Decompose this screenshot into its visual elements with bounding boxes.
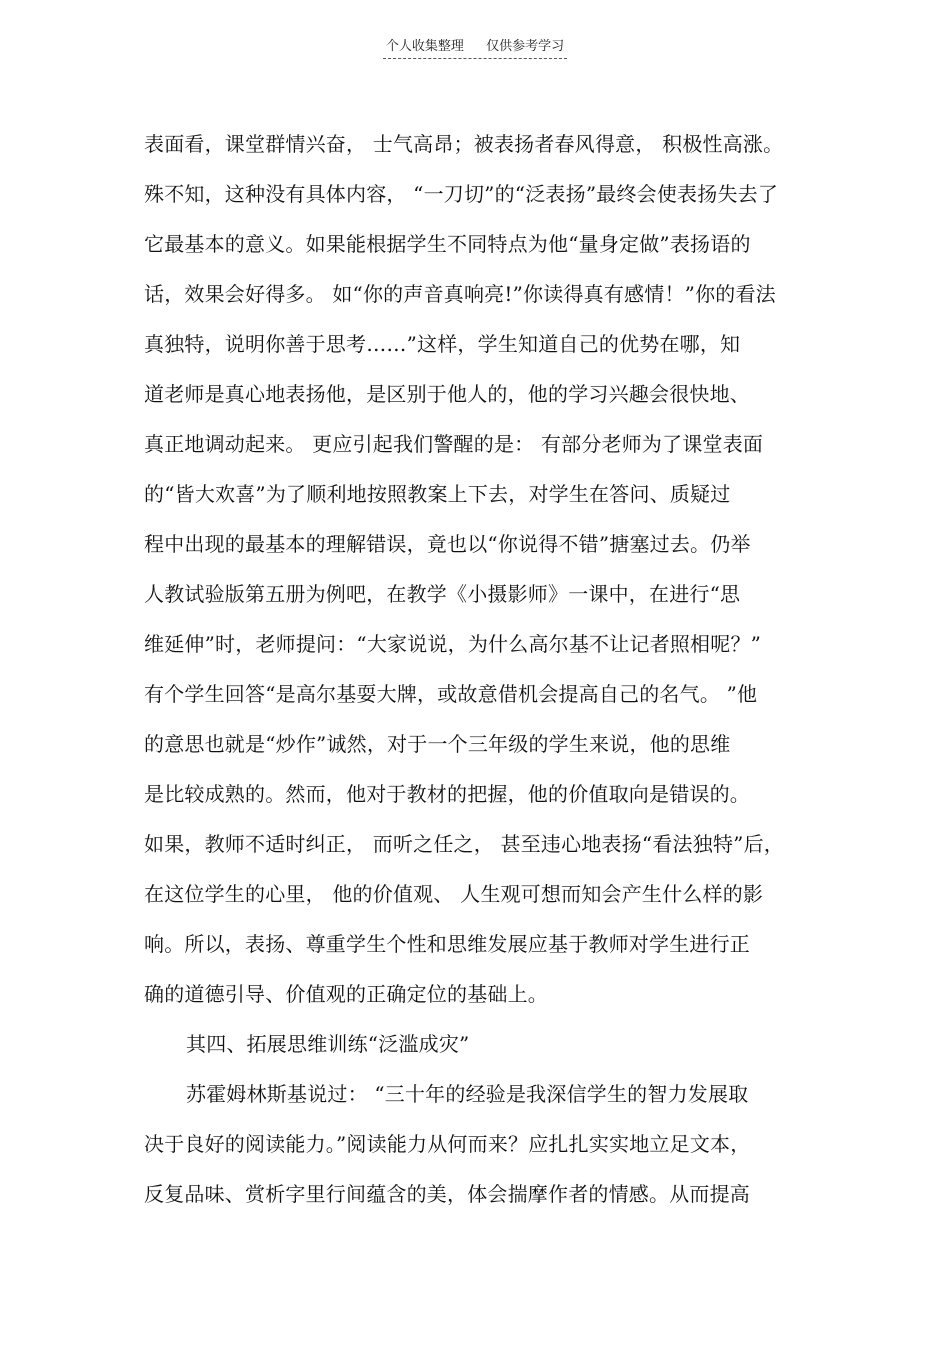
text-line: 殊不知，这种没有具体内容， “一刀切”的“泛表扬”最终会使表扬失去了: [144, 182, 779, 206]
text-line: 决于良好的阅读能力。”阅读能力从何而来？应扎扎实实地立足文本，: [144, 1132, 751, 1156]
text-line: 程中出现的最基本的理解错误，竟也以“你说得不错”搪塞过去。仍举: [144, 532, 751, 556]
page-header: [0, 38, 950, 56]
text-line: 如果，教师不适时纠正， 而听之任之， 甚至违心地表扬“看法独特”后，: [144, 832, 784, 856]
text-line: 道老师是真心地表扬他，是区别于他人的，他的学习兴趣会很快地、: [144, 382, 750, 406]
text-line: 是比较成熟的。然而，他对于教材的把握，他的价值取向是错误的。: [144, 782, 750, 806]
text-line: 真独特，说明你善于思考……”这样，学生知道自己的优势在哪，知: [144, 332, 741, 356]
text-line: 表面看，课堂群情兴奋， 士气高昂；被表扬者春风得意， 积极性高涨。: [144, 132, 784, 156]
text-line: 它最基本的意义。如果能根据学生不同特点为他“量身定做”表扬语的: [144, 232, 751, 256]
text-line: 的“皆大欢喜”为了顺利地按照教案上下去，对学生在答问、质疑过: [144, 482, 731, 506]
text-line: 维延伸”时，老师提问：“大家说说，为什么高尔基不让记者照相呢？”: [144, 632, 762, 656]
text-line: 话，效果会好得多。 如“你的声音真响亮!”你读得真有感情！”你的看法: [144, 282, 776, 306]
text-line: 有个学生回答“是高尔基耍大牌，或故意借机会提高自己的名气。 ”他: [144, 682, 758, 706]
text-line: 响。所以，表扬、尊重学生个性和思维发展应基于教师对学生进行正: [144, 932, 750, 956]
text-line: 其四、拓展思维训练“泛滥成灾”: [186, 1032, 470, 1056]
header-dashed-rule: [383, 58, 567, 59]
header-right-text: 仅供参考学习: [486, 39, 565, 54]
header-left-text: 个人收集整理: [385, 39, 464, 54]
text-line: 苏霍姆林斯基说过： “三十年的经验是我深信学生的智力发展取: [186, 1082, 749, 1106]
text-line: 真正地调动起来。 更应引起我们警醒的是： 有部分老师为了课堂表面: [144, 432, 764, 456]
text-line: 在这位学生的心里， 他的价值观、 人生观可想而知会产生什么样的影: [144, 882, 764, 906]
text-line: 的意思也就是“炒作”诚然，对于一个三年级的学生来说，他的思维: [144, 732, 731, 756]
text-line: 确的道德引导、价值观的正确定位的基础上。: [144, 982, 548, 1006]
body-text: [144, 124, 844, 1224]
text-line: 反复品味、赏析字里行间蕴含的美，体会揣摩作者的情感。从而提高: [144, 1182, 750, 1206]
text-line: 人教试验版第五册为例吧，在教学《小摄影师》一课中，在进行“思: [144, 582, 741, 606]
